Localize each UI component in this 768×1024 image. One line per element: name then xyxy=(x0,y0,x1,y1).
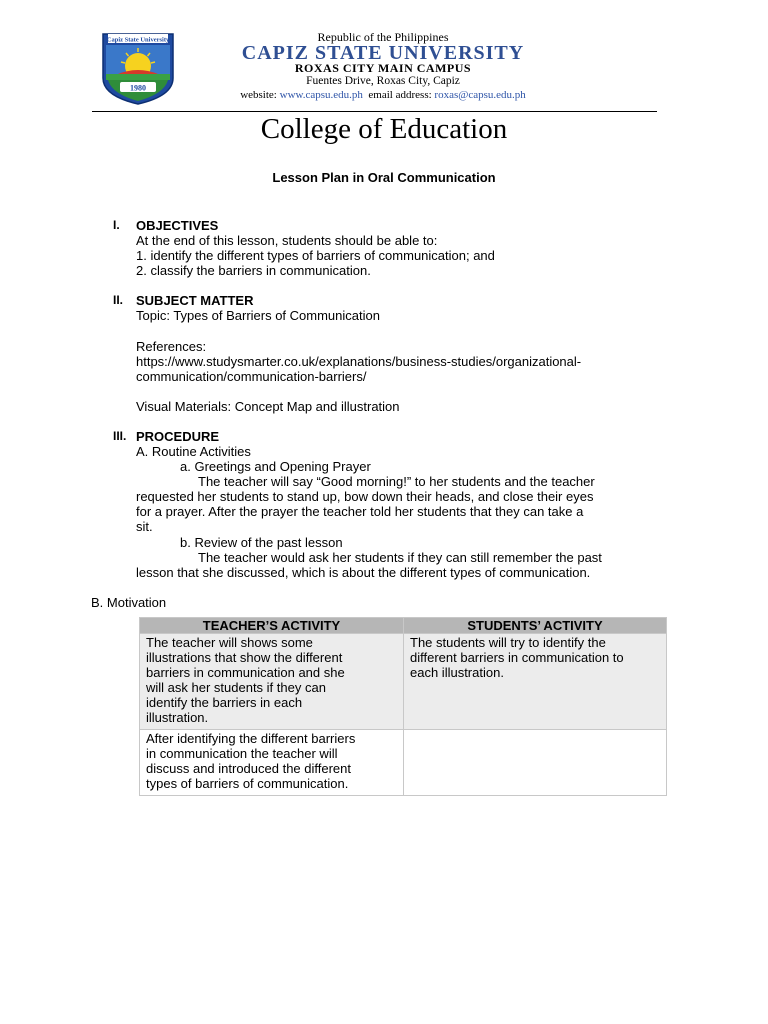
greetings-line: for a prayer. After the prayer the teacher told her students that they can take a xyxy=(136,504,584,519)
students-activity-cell-empty xyxy=(404,730,667,796)
cell-line: illustration. xyxy=(146,710,209,725)
students-activity-cell xyxy=(404,634,667,730)
greetings-line: sit. xyxy=(136,519,153,534)
subject-matter-numeral: II. xyxy=(113,293,124,307)
procedure-heading: PROCEDURE xyxy=(136,429,220,444)
svg-text:Capiz State University: Capiz State University xyxy=(106,36,170,44)
email-link[interactable]: roxas@capsu.edu.ph xyxy=(434,89,526,101)
cell-line: identify the barriers in each xyxy=(146,695,303,710)
campus-address: Fuentes Drive, Roxas City, Capiz xyxy=(306,75,460,87)
motivation-heading: B. Motivation xyxy=(91,595,167,610)
routine-activities: A. Routine Activities xyxy=(136,444,251,459)
cell-line: barriers in communication and she xyxy=(146,665,345,680)
topic-line: Topic: Types of Barriers of Communication xyxy=(136,308,380,323)
lesson-plan-title: Lesson Plan in Oral Communication xyxy=(272,170,496,185)
greetings-title: a. Greetings and Opening Prayer xyxy=(180,459,371,474)
teacher-activity-cell xyxy=(140,730,404,796)
objectives-numeral: I. xyxy=(113,218,120,232)
references-label: References: xyxy=(136,339,207,354)
teacher-activity-cell xyxy=(140,634,404,730)
cell-line: discuss and introduced the different xyxy=(146,761,352,776)
greetings-line: The teacher will say “Good morning!” to her students and the teacher xyxy=(198,474,595,489)
letterhead xyxy=(0,0,768,112)
website-label: website: xyxy=(240,89,277,101)
cell-line: After identifying the different barriers xyxy=(146,731,356,746)
cell-line: different barriers in communication to xyxy=(410,650,624,665)
cell-line: will ask her students if they can xyxy=(146,680,326,695)
website-link[interactable]: www.capsu.edu.ph xyxy=(279,89,363,101)
table-row xyxy=(140,730,667,796)
reference-url: communication/communication-barriers/ xyxy=(136,369,367,384)
college-title: College of Education xyxy=(260,113,508,145)
teacher-activity-header: TEACHER’S ACTIVITY xyxy=(140,618,404,634)
university-seal-icon xyxy=(100,30,176,106)
review-title: b. Review of the past lesson xyxy=(180,535,343,550)
students-activity-header: STUDENTS’ ACTIVITY xyxy=(404,618,667,634)
procedure-numeral: III. xyxy=(113,429,127,443)
header-divider xyxy=(92,111,657,112)
cell-line: The teacher will shows some xyxy=(146,635,313,650)
email-label: email address: xyxy=(368,89,432,101)
objective-item: 1. identify the different types of barriers of communication; and xyxy=(136,248,495,263)
visual-materials-line: Visual Materials: Concept Map and illustration xyxy=(136,399,400,414)
review-line: The teacher would ask her students if they can still remember the past xyxy=(198,550,602,565)
table-header-row xyxy=(140,618,667,634)
republic-line: Republic of the Philippines xyxy=(317,30,449,44)
objective-item: 2. classify the barriers in communication. xyxy=(136,263,371,278)
review-line: lesson that she discussed, which is about the different types of communication. xyxy=(136,565,591,580)
greetings-line: requested her students to stand up, bow down their heads, and close their eyes xyxy=(136,489,594,504)
motivation-activity-table xyxy=(139,617,667,796)
svg-text:1980: 1980 xyxy=(130,83,146,93)
subject-matter-heading: SUBJECT MATTER xyxy=(136,293,254,308)
university-name: CAPIZ STATE UNIVERSITY xyxy=(241,42,525,64)
cell-line: illustrations that show the different xyxy=(146,650,343,665)
reference-url: https://www.studysmarter.co.uk/explanations/business-studies/organizational- xyxy=(136,354,582,369)
cell-line: each illustration. xyxy=(410,665,504,680)
cell-line: The students will try to identify the xyxy=(410,635,606,650)
contact-line xyxy=(180,89,586,101)
objectives-intro: At the end of this lesson, students should be able to: xyxy=(136,233,438,248)
cell-line: types of barriers of communication. xyxy=(146,776,349,791)
table-row xyxy=(140,634,667,730)
objectives-heading: OBJECTIVES xyxy=(136,218,219,233)
campus-name: ROXAS CITY MAIN CAMPUS xyxy=(294,61,472,75)
cell-line: in communication the teacher will xyxy=(146,746,338,761)
